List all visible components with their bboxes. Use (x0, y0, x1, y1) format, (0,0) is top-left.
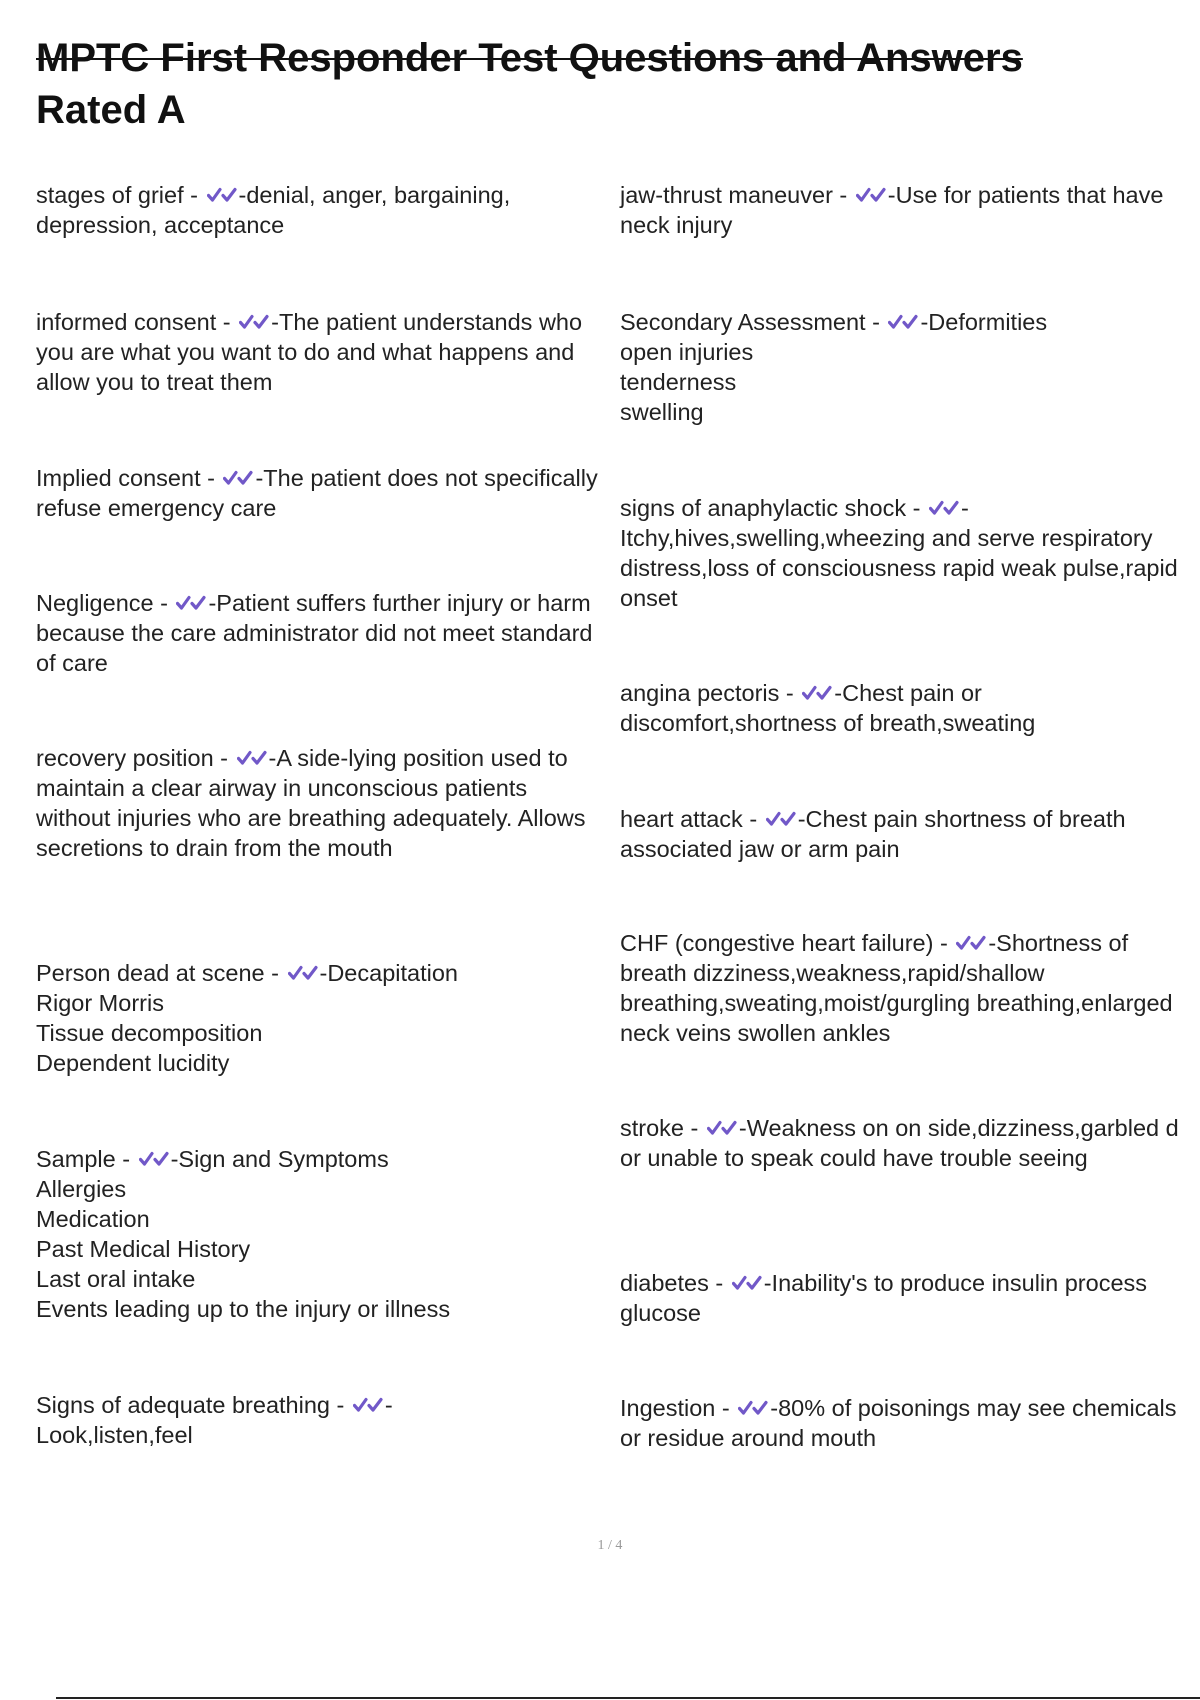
double-check-icon (802, 683, 832, 703)
entry-term: Sample - (36, 1146, 137, 1172)
qa-entry (36, 307, 601, 397)
double-check-icon (239, 312, 269, 332)
double-check-icon (766, 809, 796, 829)
entry-answer: -Decapitation Rigor Morris Tissue decomposition Dependent lucidity (36, 960, 458, 1076)
qa-entry (620, 493, 1200, 613)
qa-entry (620, 678, 1200, 738)
entry-answer: -The patient does not specifically refuse emergency care (36, 465, 598, 521)
entry-answer: -Chest pain shortness of breath associated jaw or arm pain (620, 806, 1126, 862)
qa-entry (620, 1393, 1200, 1453)
entry-answer: - Itchy,hives,swelling,wheezing and serve respiratory distress,loss of consciousness rapid weak pulse,rapid onset (620, 495, 1178, 611)
double-check-icon (288, 963, 318, 983)
entry-term: informed consent - (36, 309, 238, 335)
qa-entry (620, 928, 1200, 1048)
entry-term: heart attack - (620, 806, 764, 832)
qa-entry (36, 743, 601, 863)
title-line-1: MPTC First Responder Test Questions and Answers (36, 36, 1023, 80)
entry-term: stages of grief - (36, 182, 205, 208)
footer-divider (56, 1697, 1200, 1699)
entry-answer: -denial, anger, bargaining, depression, acceptance (36, 182, 511, 238)
double-check-icon (237, 748, 267, 768)
qa-entry (620, 1113, 1200, 1173)
entry-answer: -Shortness of breath dizziness,weakness,rapid/shallow breathing,sweating,moist/gurgling breathing,enlarged neck veins swollen ankles (620, 930, 1173, 1046)
entry-term: Implied consent - (36, 465, 222, 491)
entry-term: signs of anaphylactic shock - (620, 495, 927, 521)
qa-entry (36, 1390, 601, 1450)
entry-term: Ingestion - (620, 1395, 737, 1421)
double-check-icon (738, 1398, 768, 1418)
entry-answer: -Inability's to produce insulin process glucose (620, 1270, 1148, 1326)
double-check-icon (353, 1395, 383, 1415)
entry-answer: - Look,listen,feel (36, 1392, 393, 1448)
entry-answer: -Use for patients that have neck injury (620, 182, 1164, 238)
entry-term: recovery position - (36, 745, 235, 771)
entry-term: stroke - (620, 1115, 705, 1141)
entry-term: Person dead at scene - (36, 960, 286, 986)
double-check-icon (732, 1273, 762, 1293)
entry-answer: -Chest pain or discomfort,shortness of breath,sweating (620, 680, 1036, 736)
qa-entry (36, 180, 601, 240)
qa-entry (36, 588, 601, 678)
entry-answer: -Patient suffers further injury or harm because the care administrator did not meet standard of care (36, 590, 593, 676)
entry-term: diabetes - (620, 1270, 730, 1296)
entry-answer: -The patient understands who you are what you want to do and what happens and allow you to treat them (36, 309, 583, 395)
title-line-2: Rated A (36, 88, 186, 132)
entry-answer: -Sign and Symptoms Allergies Medication Past Medical History Last oral intake Events leading up to the injury or illness (36, 1146, 451, 1322)
page-number: 1 / 4 (597, 1538, 623, 1553)
double-check-icon (707, 1118, 737, 1138)
double-check-icon (139, 1149, 169, 1169)
qa-entry (36, 958, 601, 1078)
double-check-icon (888, 312, 918, 332)
entry-answer: -Weakness on on side,dizziness,garbled d or unable to speak could have trouble seeing (620, 1115, 1179, 1171)
entry-term: CHF (congestive heart failure) - (620, 930, 955, 956)
qa-entry (620, 307, 1200, 427)
qa-entry (620, 1268, 1200, 1328)
entry-term: Secondary Assessment - (620, 309, 887, 335)
qa-entry (36, 1144, 601, 1324)
qa-entry (620, 804, 1200, 864)
double-check-icon (176, 593, 206, 613)
double-check-icon (929, 498, 959, 518)
qa-entry (620, 180, 1200, 240)
double-check-icon (956, 933, 986, 953)
entry-term: angina pectoris - (620, 680, 801, 706)
entry-term: Signs of adequate breathing - (36, 1392, 351, 1418)
entry-answer: -A side-lying position used to maintain a clear airway in unconscious patients without injuries who are breathing adequately. Allows secretions to drain from the mouth (36, 745, 586, 861)
entry-term: jaw-thrust maneuver - (620, 182, 854, 208)
double-check-icon (223, 468, 253, 488)
entry-answer: -80% of poisonings may see chemicals or residue around mouth (620, 1395, 1177, 1451)
entry-term: Negligence - (36, 590, 175, 616)
document-title (36, 32, 1156, 136)
double-check-icon (207, 185, 237, 205)
qa-entry (36, 463, 601, 523)
double-check-icon (856, 185, 886, 205)
entry-answer: -Deformities open injuries tenderness swelling (620, 309, 1048, 425)
